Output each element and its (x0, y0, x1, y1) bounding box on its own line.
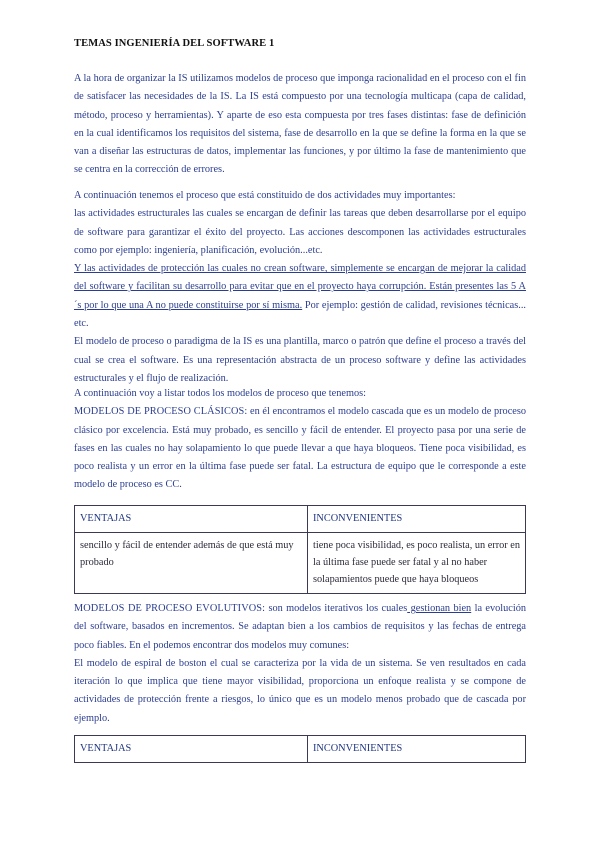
table-row (75, 533, 526, 594)
evolutionary-text-a: son modelos iterativos los cuales (265, 603, 408, 614)
pros-header: VENTAJAS (75, 506, 308, 533)
cons-cell: tiene poca visibilidad, es poco realista, un error en la última fase puede ser fatal y al no haber solapamientos puede que haya bloqueos (308, 533, 526, 594)
evolutionary-pros-cons-table (74, 735, 526, 763)
paragraph-classic-models (74, 385, 526, 495)
evolutionary-text-b: la evolución del software, basados en incrementos. Se adaptan bien a los cambios de requisitos y las fechas de entrega poco fiables. En el podemos encontrar dos modelos muy comunes: (74, 603, 527, 651)
paragraph-intro-is: A la hora de organizar la IS utilizamos modelos de proceso que imponga racionalidad en el proceso con el fin de satisfacer las necesidades de la IS. La IS está compuesto por una tecnología multicapa (capa de calidad, método, proceso y herramientas). Y aparte de eso esta compuesta por tres fases distintas: fase de definición en la cual identificamos los requisitos del sistema, fase de desarrollo en la que se define la forma en la que se van a diseñar las estructuras de datos, implementar las funciones, y por último la fase de mantenimiento que se centra en la corrección de errores. (74, 73, 526, 176)
document-title: TEMAS INGENIERÍA DEL SOFTWARE 1 (74, 38, 275, 49)
table-header-row (75, 506, 526, 533)
pros-cell: sencillo y fácil de entender además de que está muy probado (75, 533, 308, 594)
paragraph-spiral-model: El modelo de espiral de boston el cual se caracteriza por la vida de un sistema. Se ven resultados en cada iteración lo que implica que tiene mayor visibilidad, proporciona un enfoque realista y se compone de actividades de protección frente a riesgos, lo único que es un modelo menos probado que de cascada por ejemplo. (74, 657, 526, 724)
evolutionary-underlined-text: gestionan bien (407, 603, 472, 614)
paragraph-protection-activities (74, 260, 526, 333)
classic-pros-cons-table (74, 505, 526, 594)
classic-models-body: en él encontramos el modelo cascada que es un modelo de proceso clásico por excelencia. Está muy probado, es sencillo y fácil de entender. El proyecto pasa por una serie de fases en las cuales no hay solapamiento lo que puede llevar a que haya bloqueos. Tiene poca visibilidad, es poco realista y un error en la última fase puede ser fatal. La estructura de equipo que le corresponde a este modelo de proceso es CC. (74, 406, 526, 491)
paragraph-process-activities (74, 187, 526, 388)
classic-models-text (74, 403, 526, 494)
paragraph-process-intro: A continuación tenemos el proceso que está constituido de dos actividades muy importantes: (74, 190, 456, 201)
protection-rest-text: Por ejemplo: gestión de calidad, revisiones técnicas... etc. (74, 299, 526, 330)
cons-header: INCONVENIENTES (308, 736, 526, 763)
paragraph-list-intro: A continuación voy a listar todos los modelos de proceso que tenemos: (74, 388, 366, 399)
classic-models-heading: MODELOS DE PROCESO CLÁSICOS: (74, 406, 248, 418)
paragraph-evolutionary-models (74, 600, 526, 728)
protection-underlined-text: Y las actividades de protección las cuales no crean software, simplemente se encargan de mejorar la calidad del software y facilitan su desarrollo para evitar que en el proyecto haya corrupción. Están presentes las 5 A ´s por lo que una A no puede constituirse por sí misma. (74, 263, 526, 311)
evolutionary-models-text (74, 600, 526, 655)
paragraph-structural-activities: las actividades estructurales las cuales se encargan de definir las tareas que deben desarrollarse por el equipo de software para garantizar el éxito del proyecto. Las acciones descomponen las actividades estructurales como por ejemplo: ingeniería, planificación, evolución...etc. (74, 208, 526, 256)
table-header-row (75, 736, 526, 763)
pros-header: VENTAJAS (75, 736, 308, 763)
cons-header: INCONVENIENTES (308, 506, 526, 533)
paragraph-process-model: El modelo de proceso o paradigma de la IS es una plantilla, marco o patrón que define el proceso a través del cual se crea el software. Es una representación abstracta de un proceso software y define las actividades estructurales y el flujo de realización. (74, 336, 526, 384)
evolutionary-models-heading: MODELOS DE PROCESO EVOLUTIVOS: (74, 603, 266, 614)
